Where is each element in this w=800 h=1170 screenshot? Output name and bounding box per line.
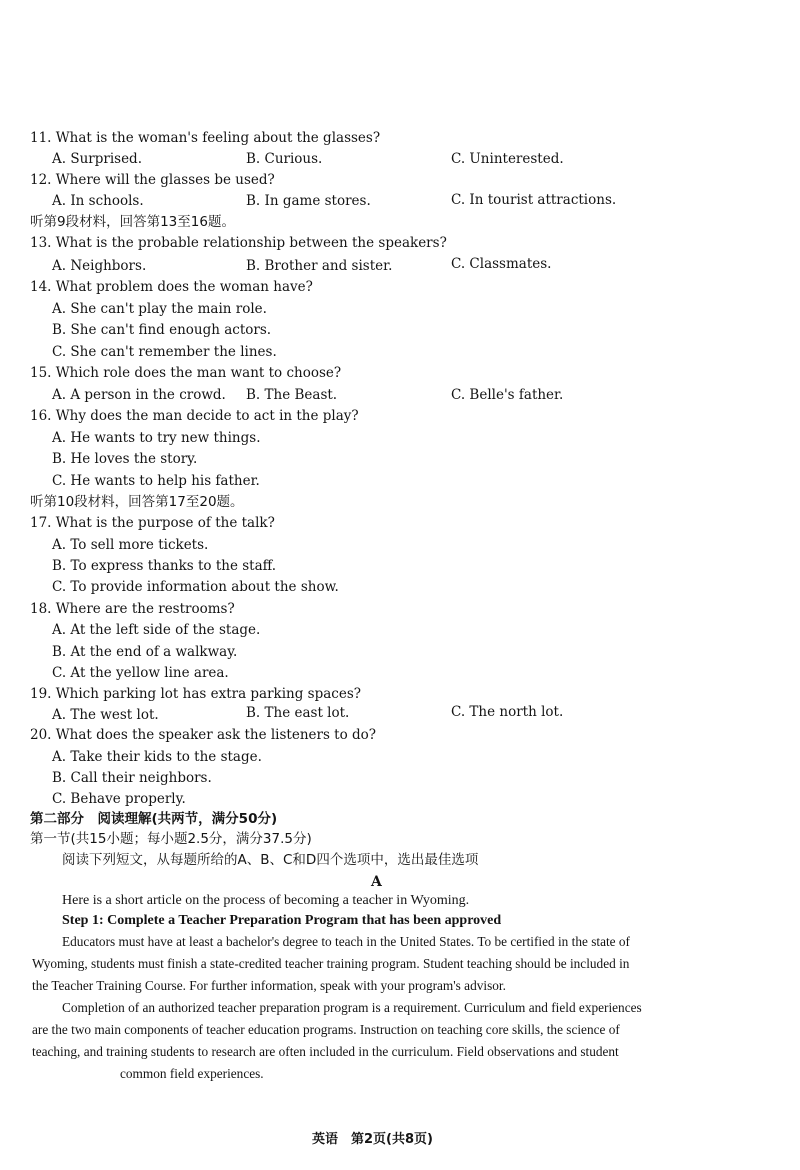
option-a: A. A person in the crowd. [52,387,226,403]
part-title: 第二部分 阅读理解(共两节，满分50分) [30,811,278,827]
para-line: are the two main components of teacher education programs. Instruction on teaching core skills, the science of [32,1022,620,1037]
option-c: C. Behave properly. [52,791,186,807]
option-c: C. In tourist attractions. [451,192,617,208]
option-c: C. Belle's father. [451,387,564,403]
question-stem: 19. Which parking lot has extra parking spaces? [30,686,362,702]
paragraph-2 [32,997,722,1085]
option-b: B. He loves the story. [52,451,198,467]
question-stem: 16. Why does the man decide to act in the play? [30,408,359,424]
option-a: A. To sell more tickets. [52,537,209,553]
option-c: C. He wants to help his father. [52,473,260,489]
option-b: B. At the end of a walkway. [52,644,238,660]
para-line: Wyoming, students must finish a state-credited teacher training program. Student teaching should be included in [32,956,630,971]
option-c: C. At the yellow line area. [52,665,229,681]
option-b: B. The east lot. [246,705,350,721]
page-footer: 英语 第2页(共8页) [312,1132,433,1147]
para-line: Completion of an authorized teacher preparation program is a requirement. Curriculum and field experiences [62,1000,642,1015]
section-title: 第一节(共15小题；每小题2.5分，满分37.5分) [30,831,312,847]
para-line: Educators must have at least a bachelor's degree to teach in the United States. To be certified in the state of [62,934,630,949]
para-line: the Teacher Training Course. For further information, speak with your program's advisor. [32,978,506,993]
directions: 阅读下列短文，从每题所给的A、B、C和D四个选项中，选出最佳选项 [62,852,479,868]
option-c: C. Classmates. [451,256,552,272]
passage-label: A [371,874,382,890]
option-b: B. In game stores. [246,193,371,209]
para-line: common field experiences. [120,1066,264,1081]
option-b: B. Call their neighbors. [52,770,212,786]
step-heading: Step 1: Complete a Teacher Preparation Program that has been approved [62,913,502,928]
option-a: A. Surprised. [52,151,142,167]
option-a: A. She can't play the main role. [52,301,267,317]
option-a: A. He wants to try new things. [52,430,261,446]
option-b: B. Brother and sister. [246,258,393,274]
question-stem: 11. What is the woman's feeling about the glasses? [30,130,381,146]
question-stem: 20. What does the speaker ask the listeners to do? [30,727,377,743]
section-instruction: 听第9段材料，回答第13至16题。 [30,214,235,230]
option-b: B. Curious. [246,151,323,167]
option-a: A. Take their kids to the stage. [52,749,262,765]
option-b: B. She can't find enough actors. [52,322,272,338]
option-a: A. In schools. [52,193,144,209]
option-a: A. Neighbors. [52,258,147,274]
option-c: C. The north lot. [451,704,564,720]
question-stem: 13. What is the probable relationship between the speakers? [30,235,447,251]
paragraph-1 [32,931,722,997]
option-c: C. To provide information about the show. [52,579,339,595]
passage-intro: Here is a short article on the process of becoming a teacher in Wyoming. [62,893,470,908]
option-c: C. She can't remember the lines. [52,344,277,360]
option-a: A. The west lot. [52,707,159,723]
question-stem: 12. Where will the glasses be used? [30,172,275,188]
section-instruction: 听第10段材料，回答第17至20题。 [30,494,244,510]
option-b: B. To express thanks to the staff. [52,558,277,574]
option-b: B. The Beast. [246,387,338,403]
para-line: teaching, and training students to research are often included in the curriculum. Field observations and student [32,1044,619,1059]
question-stem: 14. What problem does the woman have? [30,279,313,295]
option-c: C. Uninterested. [451,151,564,167]
question-stem: 15. Which role does the man want to choose? [30,365,342,381]
question-stem: 18. Where are the restrooms? [30,601,235,617]
question-stem: 17. What is the purpose of the talk? [30,515,275,531]
option-a: A. At the left side of the stage. [52,622,261,638]
